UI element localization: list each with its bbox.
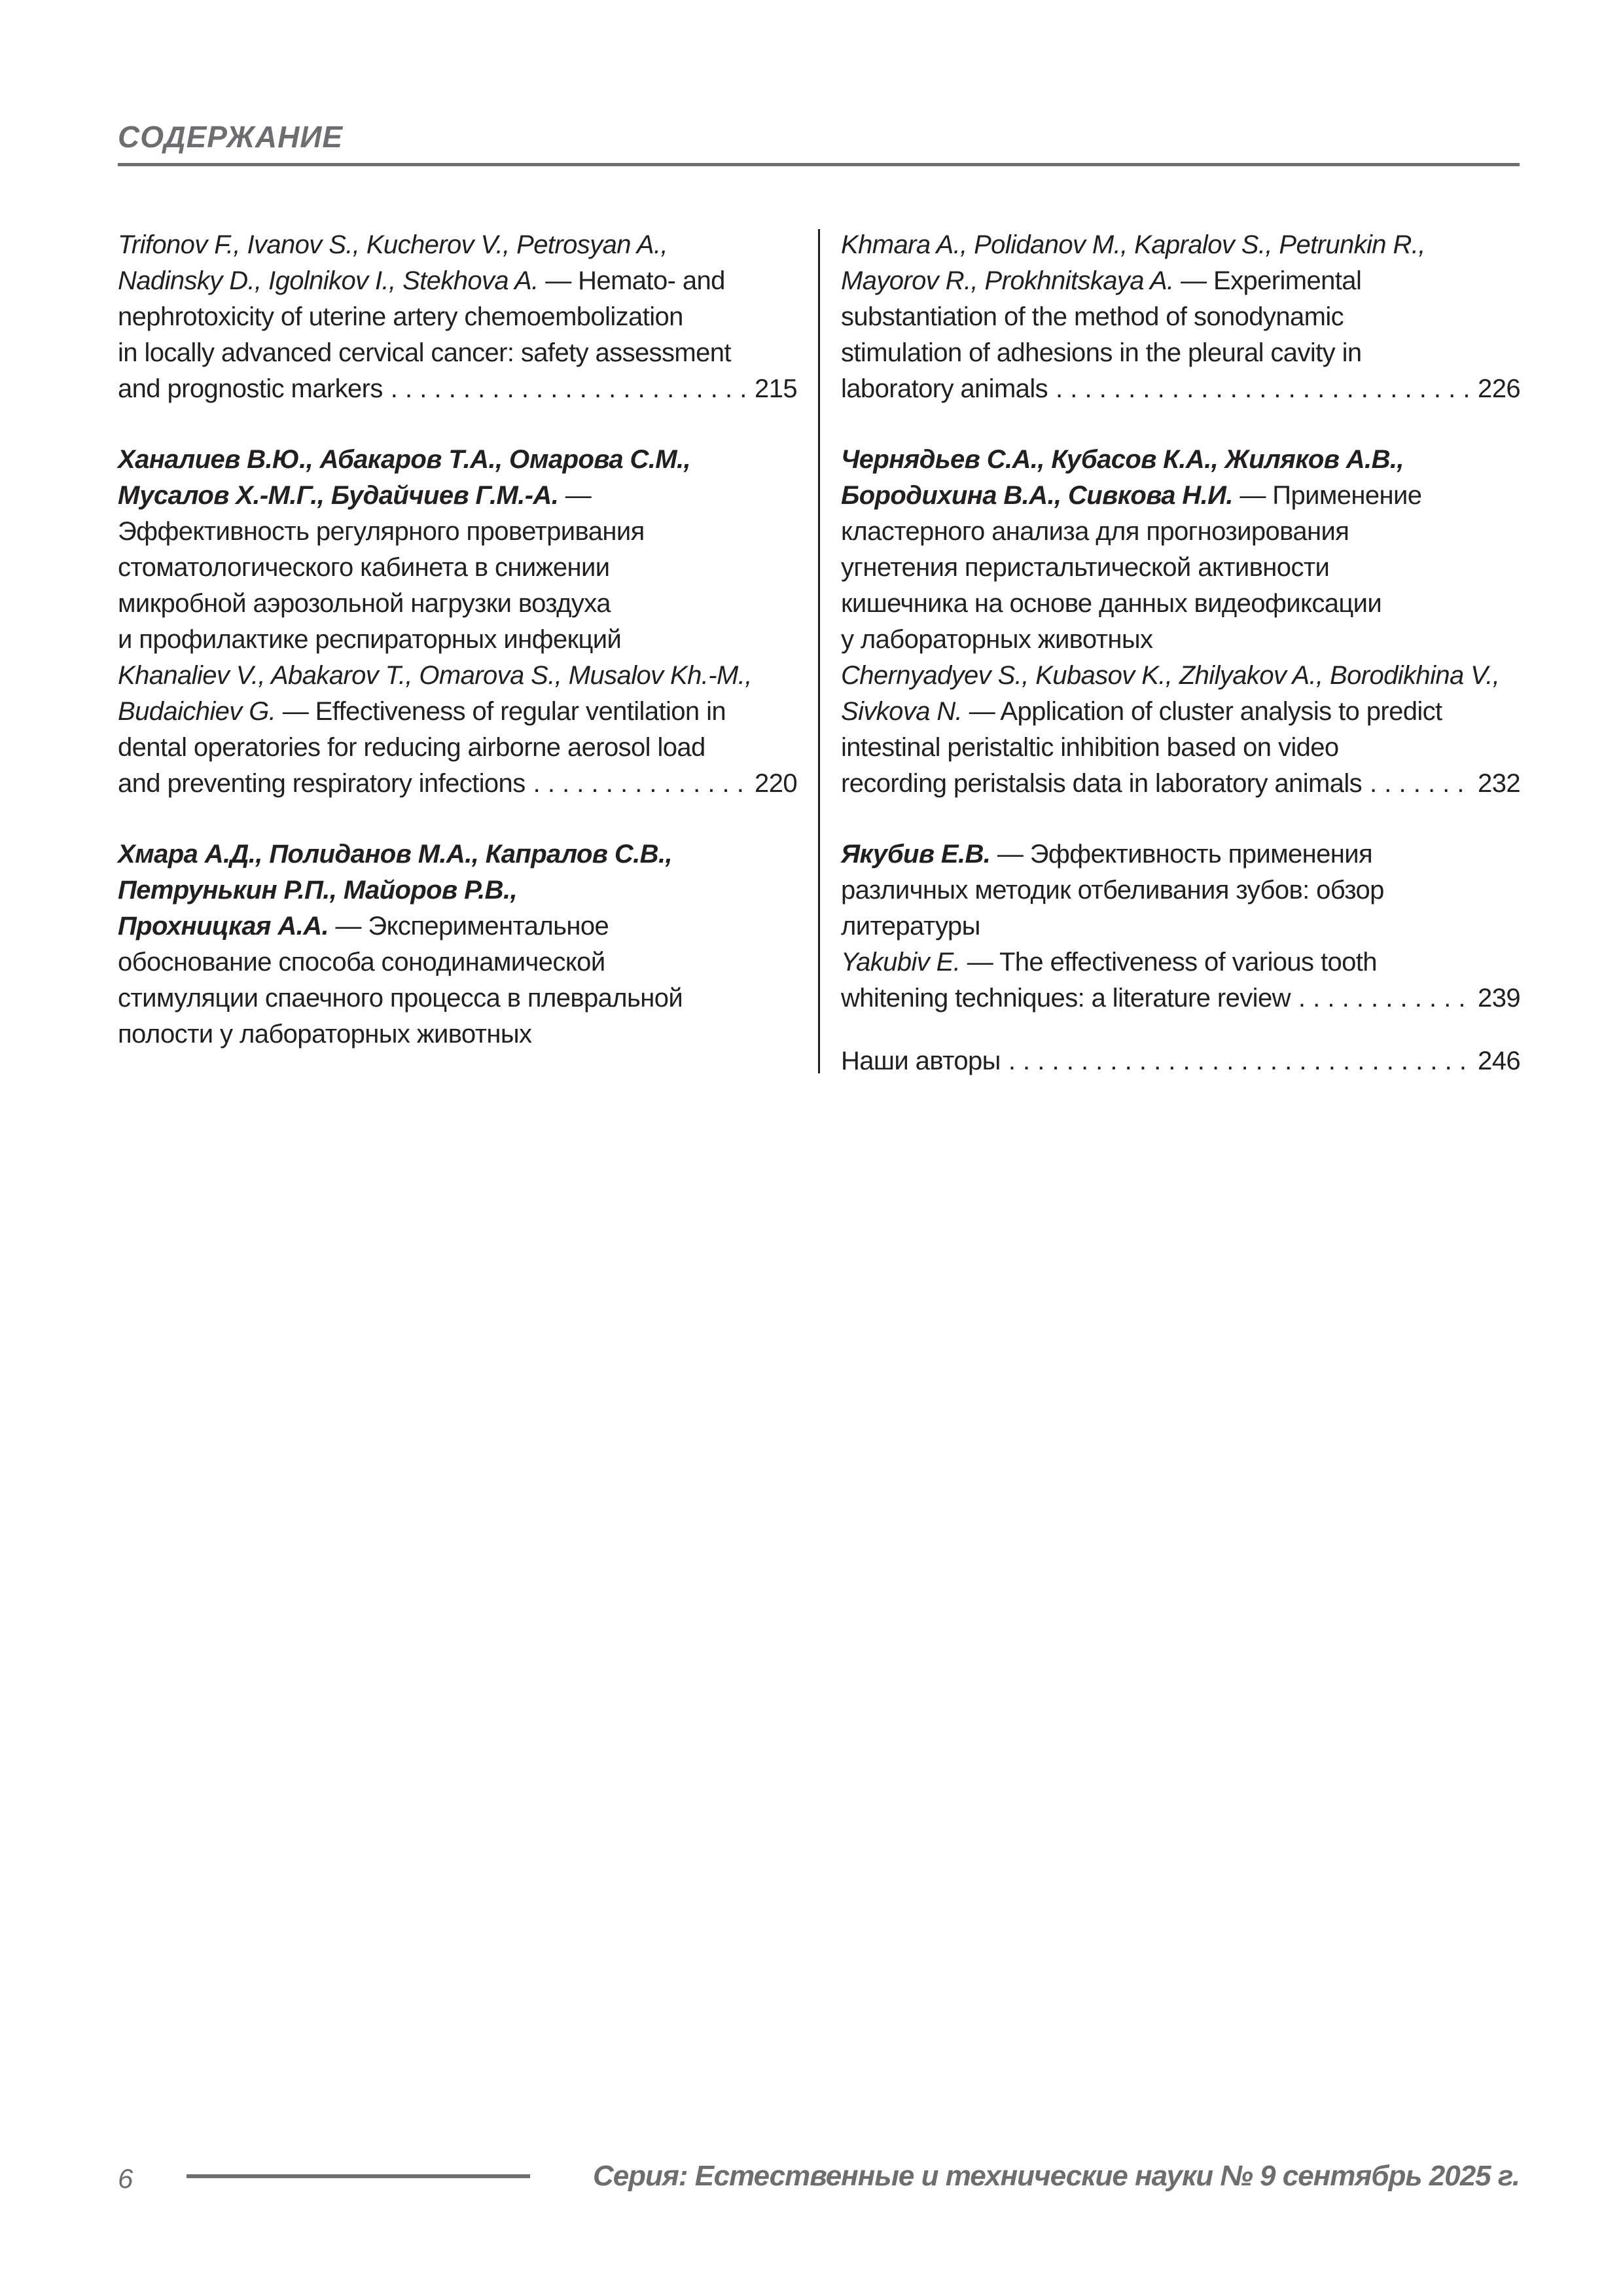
title-text: and prognostic markers <box>118 374 383 403</box>
title-text: dental operatories for reducing airborne aerosol load <box>118 733 705 762</box>
dot-leader <box>1008 1043 1470 1079</box>
title-text: кишечника на основе данных видеофиксации <box>841 589 1382 618</box>
authors: Якубив Е.В. <box>841 840 991 869</box>
dot-leader <box>1056 371 1470 407</box>
authors-en: Sivkova N. <box>841 697 963 726</box>
title-text: стимуляции спаечного процесса в плевральной <box>118 984 683 1013</box>
column-divider <box>818 229 820 1073</box>
dot-leader <box>1370 766 1470 802</box>
header-rule <box>118 163 1520 166</box>
title-text: — The effectiveness of various tooth <box>960 948 1377 977</box>
title-text: Наши авторы <box>841 1047 1001 1075</box>
section-heading: СОДЕРЖАНИЕ <box>118 120 344 154</box>
title-text: литературы <box>841 912 980 941</box>
footer-series: Серия: Естественные и технические науки № 9 сентябрь 2025 г. <box>592 2160 1520 2192</box>
title-text: nephrotoxicity of uterine artery chemoembolization <box>118 302 683 331</box>
authors: Прохницкая А.А. <box>118 912 329 941</box>
title-text: and preventing respiratory infections <box>118 769 526 798</box>
title-text: — Application of cluster analysis to predict <box>962 697 1442 726</box>
title-text: различных методик отбеливания зубов: обзор <box>841 876 1384 905</box>
title-text: Эффективность регулярного проветривания <box>118 517 645 546</box>
dot-leader <box>533 766 747 802</box>
title-text: микробной аэрозольной нагрузки воздуха <box>118 589 611 618</box>
authors: Khmara A., Polidanov M., Kapralov S., Petrunkin R., <box>841 230 1425 259</box>
dot-leader <box>1298 980 1470 1016</box>
footer-page-number: 6 <box>118 2163 134 2194</box>
toc-column-right <box>841 227 1520 1114</box>
title-text: — Эффективность применения <box>990 840 1373 869</box>
title-text: — Effectiveness of regular ventilation in <box>276 697 726 726</box>
authors: Чернядьев С.А., Кубасов К.А., Жиляков А.В., <box>841 445 1404 474</box>
toc-entry[interactable] <box>118 836 797 1052</box>
title-text: — Экспериментальное <box>329 912 609 941</box>
toc-entry[interactable] <box>841 442 1520 802</box>
toc-entry[interactable] <box>118 442 797 802</box>
page-number[interactable]: 220 <box>755 769 797 798</box>
authors-en: Khanaliev V., Abakarov T., Omarova S., Musalov Kh.-M., <box>118 661 752 690</box>
title-text: — Experimental <box>1173 266 1362 295</box>
toc-column-left <box>118 227 797 1087</box>
title-text: stimulation of adhesions in the pleural cavity in <box>841 338 1362 367</box>
title-text: recording peristalsis data in laboratory animals <box>841 769 1363 798</box>
authors-en: Chernyadyev S., Kubasov K., Zhilyakov A., Borodikhina V., <box>841 661 1500 690</box>
title-text: — Применение <box>1232 481 1422 510</box>
authors-en: Budaichiev G. <box>118 697 276 726</box>
toc-entry[interactable] <box>118 227 797 407</box>
authors: Trifonov F., Ivanov S., Kucherov V., Petrosyan A., <box>118 230 668 259</box>
authors: Хмара А.Д., Полиданов М.А., Капралов С.В., <box>118 840 672 869</box>
toc-entry[interactable] <box>841 227 1520 407</box>
title-text: intestinal peristaltic inhibition based on video <box>841 733 1339 762</box>
authors: Бородихина В.А., Сивкова Н.И. <box>841 481 1233 510</box>
title-text: кластерного анализа для прогнозирования <box>841 517 1349 546</box>
authors: Nadinsky D., Igolnikov I., Stekhova A. <box>118 266 539 295</box>
title-text: in locally advanced cervical cancer: safety assessment <box>118 338 731 367</box>
page-number[interactable]: 232 <box>1478 769 1520 798</box>
authors-en: Yakubiv E. <box>841 948 961 977</box>
dot-leader <box>391 371 747 407</box>
authors: Мусалов Х.-М.Г., Будайчиев Г.М.-А. <box>118 481 559 510</box>
page-number[interactable]: 226 <box>1478 374 1520 403</box>
title-text: и профилактике респираторных инфекций <box>118 625 622 654</box>
title-text: — <box>558 481 592 510</box>
title-text: substantiation of the method of sonodynamic <box>841 302 1344 331</box>
title-text: — Hemato- and <box>538 266 725 295</box>
title-text: полости у лабораторных животных <box>118 1020 532 1049</box>
toc-entry-authors[interactable] <box>841 1043 1520 1079</box>
title-text: обоснование способа сонодинамической <box>118 948 605 977</box>
footer-rule <box>187 2174 530 2178</box>
title-text: laboratory animals <box>841 374 1048 403</box>
page-number[interactable]: 239 <box>1478 984 1520 1013</box>
title-text: стоматологического кабинета в снижении <box>118 553 610 582</box>
page-number[interactable]: 215 <box>755 374 797 403</box>
authors: Петрунькин Р.П., Майоров Р.В., <box>118 876 517 905</box>
page-number[interactable]: 246 <box>1478 1047 1520 1075</box>
title-text: whitening techniques: a literature review <box>841 984 1291 1013</box>
authors: Ханалиев В.Ю., Абакаров Т.А., Омарова С.М., <box>118 445 691 474</box>
toc-entry[interactable] <box>841 836 1520 1016</box>
authors: Mayorov R., Prokhnitskaya A. <box>841 266 1174 295</box>
title-text: угнетения перистальтической активности <box>841 553 1330 582</box>
title-text: у лабораторных животных <box>841 625 1153 654</box>
